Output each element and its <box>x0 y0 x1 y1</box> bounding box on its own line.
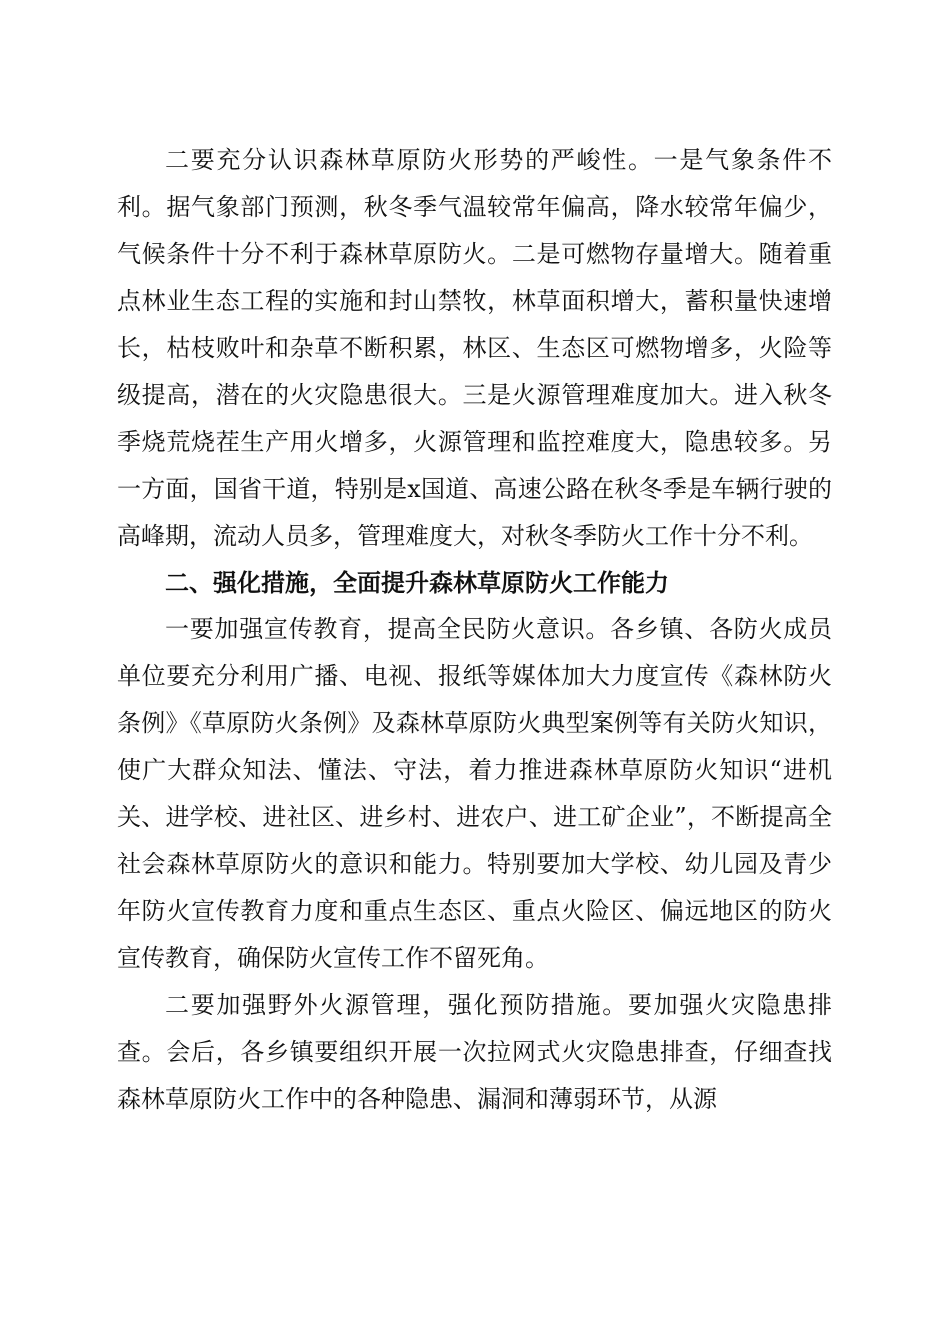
paragraph-fire-source-management: 二要加强野外火源管理，强化预防措施。要加强火灾隐患排查。会后，各乡镇要组织开展一次拉网式火灾隐患排查，仔细查找森林草原防火工作中的各种隐患、漏洞和薄弱环节，从源 <box>117 991 832 1113</box>
section-heading-measures: 二、强化措施，全面提升森林草原防火工作能力 <box>165 569 669 597</box>
paragraph-publicity-education: 一要加强宣传教育，提高全民防火意识。各乡镇、各防火成员单位要充分利用广播、电视、报纸等媒体加大力度宣传《森林防火条例》《草原防火条例》及森林草原防火典型案例等有关防火知识，使广大群众知法、懂法、守法，着力推进森林草原防火知识“进机关、进学校、进社区、进乡村、进农户、进工矿企业”，不断提高全社会森林草原防火的意识和能力。特别要加大学校、幼儿园及青少年防火宣传教育力度和重点生态区、重点火险区、偏远地区的防火宣传教育，确保防火宣传工作不留死角。 <box>117 615 832 972</box>
paragraph-fire-situation: 二要充分认识森林草原防火形势的严峻性。一是气象条件不利。据气象部门预测，秋冬季气温较常年偏高，降水较常年偏少，气候条件十分不利于森林草原防火。二是可燃物存量增大。随着重点林业生态工程的实施和封山禁牧，林草面积增大，蓄积量快速增长，枯枝败叶和杂草不断积累，林区、生态区可燃物增多，火险等级提高，潜在的火灾隐患很大。三是火源管理难度加大。进入秋冬季烧荒烧茬生产用火增多，火源管理和监控难度大，隐患较多。另一方面，国省干道，特别是x国道、高速公路在秋冬季是车辆行驶的高峰期，流动人员多，管理难度大，对秋冬季防火工作十分不利。 <box>117 146 832 550</box>
document-body <box>117 137 832 1123</box>
